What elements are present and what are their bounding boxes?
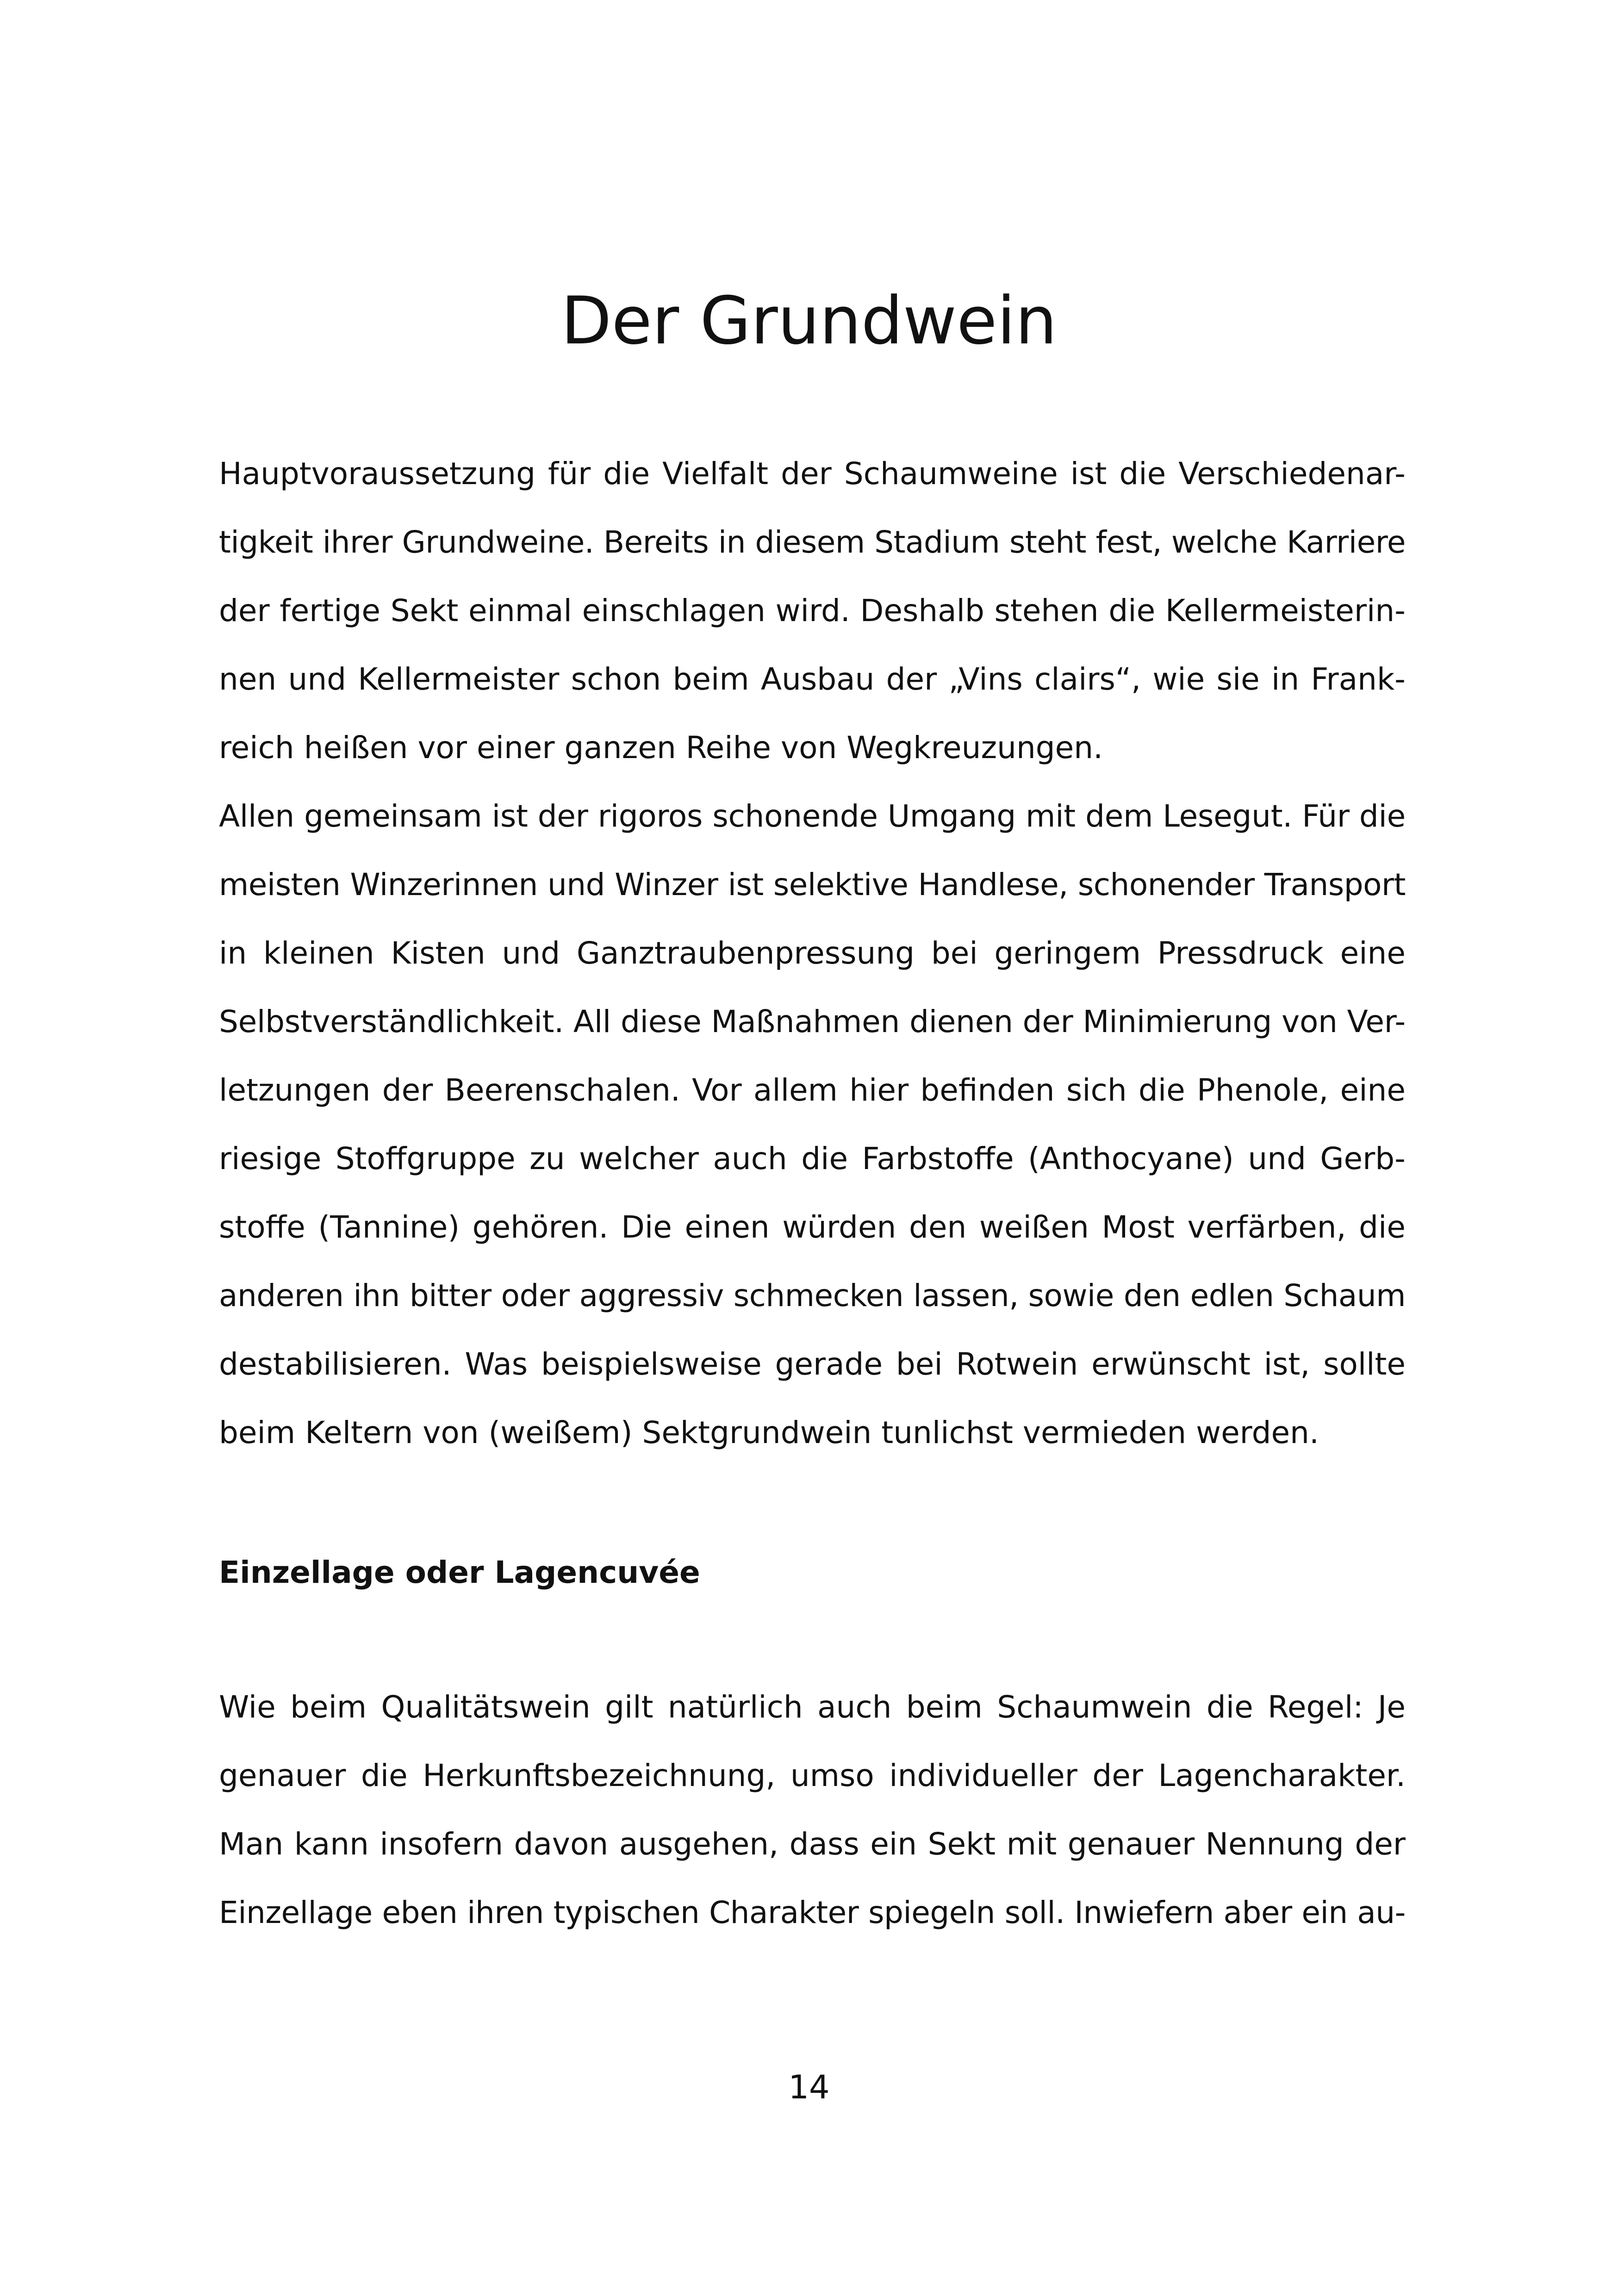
- text-line: Man kann insofern davon ausgehen, dass ein Sekt mit genauer Nennung der: [219, 1826, 1406, 1862]
- text-line: tigkeit ihrer Grundweine. Bereits in diesem Stadium steht fest, welche Karriere: [219, 524, 1406, 560]
- text-line: letzungen der Beerenschalen. Vor allem hier befinden sich die Phenole, eine: [219, 1072, 1406, 1108]
- text-line: destabilisieren. Was beispielsweise gerade bei Rotwein erwünscht ist, sollte: [219, 1346, 1406, 1382]
- section-heading: Einzellage oder Lagencuvée: [219, 1555, 700, 1590]
- page-number: 14: [788, 2068, 830, 2106]
- text-line: Selbstverständlichkeit. All diese Maßnahmen dienen der Minimierung von Ver-: [219, 1004, 1406, 1039]
- text-line: riesige Stoffgruppe zu welcher auch die Farbstoffe (Anthocyane) und Gerb-: [219, 1141, 1406, 1176]
- text-line: anderen ihn bitter oder aggressiv schmecken lassen, sowie den edlen Schaum: [219, 1278, 1406, 1313]
- text-line: nen und Kellermeister schon beim Ausbau der „Vins clairs“, wie sie in Frank-: [219, 661, 1406, 697]
- text-line: stoffe (Tannine) gehören. Die einen würden den weißen Most verfärben, die: [219, 1209, 1406, 1245]
- page-title: Der Grundwein: [561, 283, 1057, 359]
- text-line: der fertige Sekt einmal einschlagen wird. Deshalb stehen die Kellermeisterin-: [219, 593, 1406, 628]
- text-line: in kleinen Kisten und Ganztraubenpressung bei geringem Pressdruck eine: [219, 935, 1406, 971]
- text-line: Allen gemeinsam ist der rigoros schonende Umgang mit dem Lesegut. Für die: [219, 798, 1406, 834]
- text-line: Hauptvoraussetzung für die Vielfalt der Schaumweine ist die Verschiedenar-: [219, 456, 1406, 492]
- text-line: beim Keltern von (weißem) Sektgrundwein tunlichst vermieden werden.: [219, 1415, 1319, 1450]
- text-line: meisten Winzerinnen und Winzer ist selektive Handlese, schonender Transport: [219, 867, 1406, 902]
- text-line: genauer die Herkunftsbezeichnung, umso individueller der Lagencharakter.: [219, 1758, 1406, 1793]
- text-line: Einzellage eben ihren typischen Charakter spiegeln soll. Inwiefern aber ein au-: [219, 1895, 1406, 1930]
- text-line: Wie beim Qualitätswein gilt natürlich auch beim Schaumwein die Regel: Je: [219, 1689, 1406, 1725]
- text-line: reich heißen vor einer ganzen Reihe von Wegkreuzungen.: [219, 730, 1103, 765]
